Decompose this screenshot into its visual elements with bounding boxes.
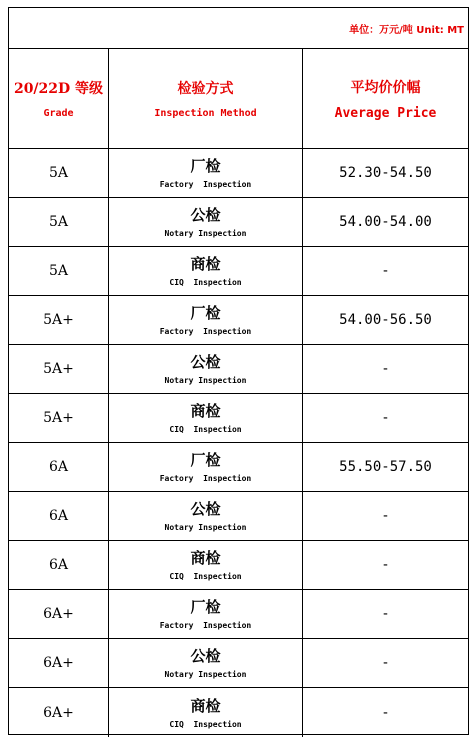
price-cell (303, 345, 468, 393)
method-en: Notary Inspection (164, 670, 247, 679)
method-cell (109, 198, 303, 246)
method-cn: 公检 (190, 206, 221, 224)
unit-label: 单位：万元/吨 Unit: MT (349, 25, 464, 36)
grade-cell (9, 639, 109, 687)
method-cn: 厂检 (190, 157, 221, 175)
grade-value: 6A (48, 557, 69, 573)
grade-value: 5A+ (43, 361, 74, 377)
method-cn: 厂检 (190, 304, 221, 322)
price-cell (303, 198, 468, 246)
price-value: - (381, 704, 390, 721)
header-method-en: Inspection Method (154, 108, 257, 119)
header-grade-en: Grade (43, 108, 74, 119)
method-cell (109, 590, 303, 638)
method-cell (109, 149, 303, 197)
method-cell (109, 247, 303, 295)
price-value: - (381, 263, 390, 279)
grade-value: 5A+ (43, 410, 74, 426)
header-price (303, 49, 468, 148)
table-row (9, 688, 468, 737)
method-cell (109, 492, 303, 540)
grade-value: 5A (48, 263, 69, 279)
price-value: - (381, 410, 390, 426)
grade-cell (9, 149, 109, 197)
method-cell (109, 639, 303, 687)
price-value: - (381, 557, 390, 573)
header-price-en: Average Price (334, 105, 437, 121)
table-row (9, 198, 468, 247)
method-en: Factory Inspection (159, 474, 252, 483)
method-en: CIQ Inspection (169, 719, 242, 729)
method-en: CIQ Inspection (169, 425, 242, 434)
method-cell (109, 688, 303, 737)
grade-value: 5A+ (43, 312, 74, 328)
table-row (9, 296, 468, 345)
method-en: Factory Inspection (159, 621, 252, 630)
grade-value: 6A (48, 508, 69, 524)
grade-cell (9, 541, 109, 589)
method-cn: 厂检 (190, 451, 221, 469)
grade-value: 5A (48, 165, 69, 181)
price-table (8, 7, 469, 735)
grade-cell (9, 198, 109, 246)
grade-cell (9, 296, 109, 344)
table-row (9, 639, 468, 688)
method-en: Notary Inspection (164, 523, 247, 532)
grade-cell (9, 345, 109, 393)
method-en: Factory Inspection (159, 180, 252, 189)
grade-cell (9, 688, 109, 737)
method-cell (109, 394, 303, 442)
price-cell (303, 443, 468, 491)
method-cn: 公检 (190, 500, 221, 518)
method-en: Notary Inspection (164, 376, 247, 385)
table-row (9, 394, 468, 443)
price-value: 54.00-54.00 (339, 214, 432, 230)
price-cell (303, 590, 468, 638)
price-cell (303, 296, 468, 344)
grade-value: 5A (48, 214, 69, 230)
grade-cell (9, 590, 109, 638)
price-value: 52.30-54.50 (339, 165, 432, 181)
table-row (9, 492, 468, 541)
price-value: - (381, 655, 390, 671)
price-value: - (381, 508, 390, 524)
grade-value: 6A+ (43, 606, 74, 622)
header-grade-cn: 20/22D 等级 (13, 81, 104, 97)
table-row (9, 443, 468, 492)
header-method-cn: 检验方式 (177, 81, 234, 97)
table-body (9, 149, 468, 737)
table-header (9, 49, 468, 149)
price-cell (303, 149, 468, 197)
price-value: 55.50-57.50 (339, 459, 432, 475)
grade-value: 6A+ (43, 704, 74, 721)
method-cn: 商检 (190, 402, 221, 420)
price-value: - (381, 361, 390, 377)
header-price-cn: 平均价价幅 (350, 79, 421, 96)
grade-value: 6A+ (43, 655, 74, 671)
method-cn: 商检 (190, 696, 221, 715)
method-en: Factory Inspection (159, 327, 252, 336)
method-cn: 公检 (190, 353, 221, 371)
price-cell (303, 541, 468, 589)
method-en: CIQ Inspection (169, 572, 242, 581)
grade-cell (9, 492, 109, 540)
price-cell (303, 492, 468, 540)
price-value: 54.00-56.50 (339, 312, 432, 328)
price-cell (303, 688, 468, 737)
method-en: CIQ Inspection (169, 278, 242, 287)
table-row (9, 247, 468, 296)
unit-bar (9, 8, 468, 49)
table-row (9, 149, 468, 198)
header-grade (9, 49, 109, 148)
method-en: Notary Inspection (164, 229, 247, 238)
method-cn: 厂检 (190, 598, 221, 616)
method-cell (109, 345, 303, 393)
price-cell (303, 639, 468, 687)
table-row (9, 345, 468, 394)
method-cell (109, 443, 303, 491)
grade-cell (9, 394, 109, 442)
grade-cell (9, 247, 109, 295)
method-cn: 商检 (190, 255, 221, 273)
method-cn: 商检 (190, 549, 221, 567)
grade-value: 6A (48, 459, 69, 475)
price-cell (303, 394, 468, 442)
table-row (9, 541, 468, 590)
price-cell (303, 247, 468, 295)
method-cn: 公检 (190, 647, 221, 665)
header-method (109, 49, 303, 148)
table-row (9, 590, 468, 639)
method-cell (109, 541, 303, 589)
method-cell (109, 296, 303, 344)
grade-cell (9, 443, 109, 491)
price-value: - (381, 606, 390, 622)
